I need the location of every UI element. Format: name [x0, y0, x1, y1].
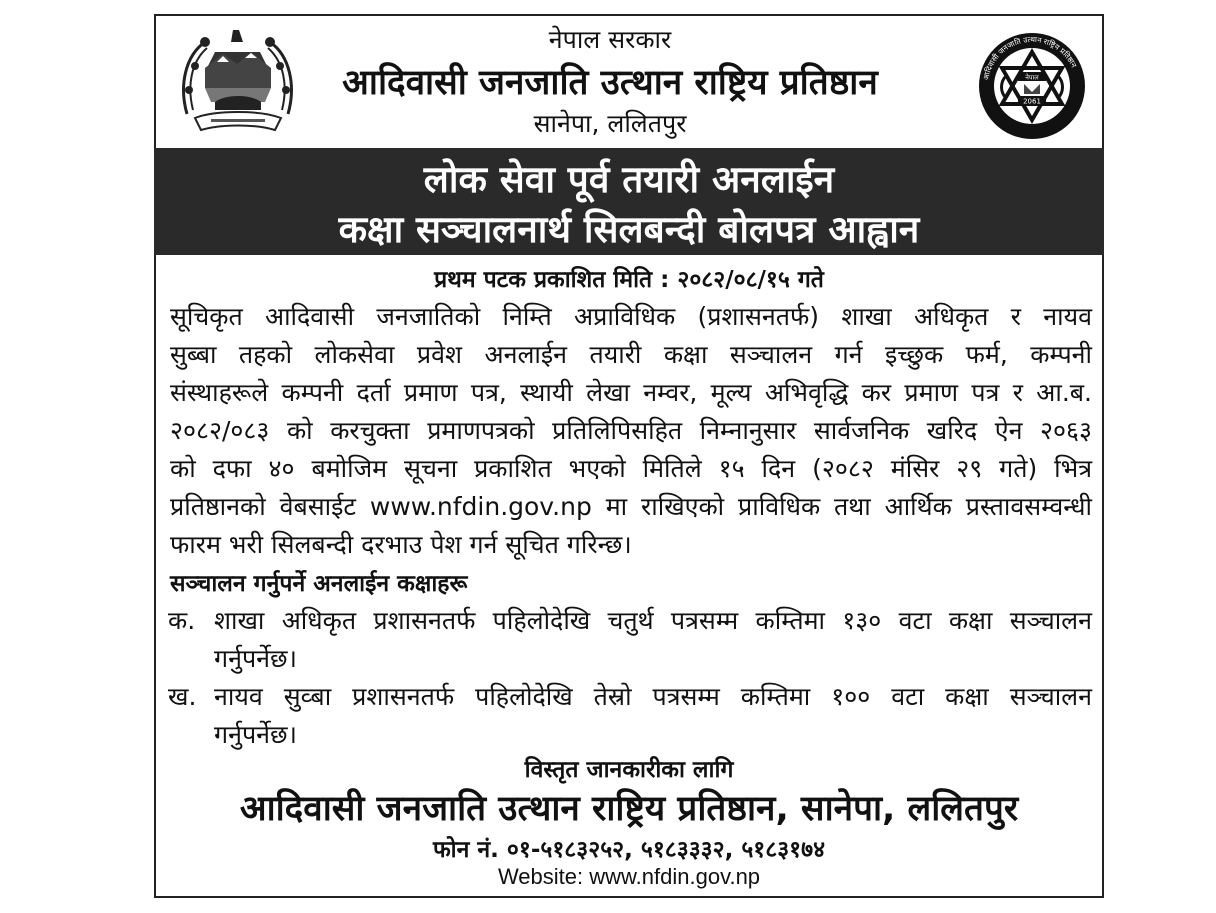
- logo-ring-text: आदिवासी जनजाति उत्थान राष्ट्रिय प्रतिष्ठान: [981, 34, 1079, 81]
- organization-location: सानेपा, ललितपुर: [533, 109, 687, 138]
- class-item-line: गर्नुपर्नेछ।: [214, 720, 298, 749]
- banner-line-2: कक्षा सञ्चालनार्थ सिलबन्दी बोलपत्र आह्वान: [338, 208, 920, 251]
- footer-organization: आदिवासी जनजाति उत्थान राष्ट्रिय प्रतिष्ठान, सानेपा, ललितपुर: [239, 789, 1019, 829]
- banner-line-1: लोक सेवा पूर्व तयारी अनलाईन: [423, 158, 835, 201]
- classes-heading: सञ्चालन गर्नुपर्ने अनलाईन कक्षाहरू: [170, 571, 468, 597]
- list-marker: क.: [168, 606, 196, 635]
- organization-name: आदिवासी जनजाति उत्थान राष्ट्रिय प्रतिष्ठान: [342, 63, 878, 103]
- body-line: संस्थाहरूले कम्पनी दर्ता प्रमाण पत्र, स्थायी लेखा नम्वर, मूल्य अभिवृद्धि कर प्रमाण पत्र र आ.ब.: [170, 378, 1092, 407]
- logo-label-bottom: 2061: [1023, 97, 1041, 106]
- body-line: फारम भरी सिलबन्दी दरभाउ पेश गर्न सूचित गरिन्छ।: [170, 530, 632, 559]
- body-line: को दफा ४० बमोजिम सूचना प्रकाशित भएको मितिले १५ दिन (२०८२ मंसिर २९ गते) भित्र: [170, 454, 1092, 483]
- class-item-line: गर्नुपर्नेछ।: [214, 644, 298, 673]
- published-date: प्रथम पटक प्रकाशित मिति : २०८२/०८/१५ गते: [434, 267, 824, 293]
- title-banner: [154, 148, 1104, 255]
- body-line: प्रतिष्ठानको वेबसाईट www.nfdin.gov.np मा राखिएको प्राविधिक तथा आर्थिक प्रस्तावसम्वन्धी: [170, 492, 1092, 521]
- nepal-emblem-icon: [175, 26, 300, 141]
- class-item-line: शाखा अधिकृत प्रशासनतर्फ पहिलोदेखि चतुर्थ पत्रसम्म कम्तिमा १३० वटा कक्षा सञ्चालन: [214, 606, 1092, 635]
- list-marker: ख.: [168, 682, 197, 711]
- body-line: सूचिकृत आदिवासी जनजातिको निम्ति अप्राविधिक (प्रशासनतर्फ) शाखा अधिकृत र नायव: [170, 302, 1092, 331]
- nfdin-logo-icon: [978, 32, 1086, 140]
- body-line: २०८२/०८३ को करचुक्ता प्रमाणपत्रको प्रतिलिपिसहित निम्नानुसार सार्वजनिक खरिद ऐन २०६३: [170, 416, 1092, 445]
- phone-numbers: फोन नं. ०१-५१८३२५२, ५१८३३३२, ५१८३१७४: [432, 837, 826, 863]
- website-link[interactable]: Website: www.nfdin.gov.np: [497, 864, 761, 889]
- class-item-line: नायव सुव्बा प्रशासनतर्फ पहिलोदेखि तेस्रो पत्रसम्म कम्तिमा १०० वटा कक्षा सञ्चालन: [214, 682, 1092, 711]
- body-line: सुब्बा तहको लोकसेवा प्रवेश अनलाईन तयारी कक्षा सञ्चालन गर्न इच्छुक फर्म, कम्पनी: [170, 340, 1092, 369]
- government-name: नेपाल सरकार: [548, 25, 672, 54]
- more-info-label: विस्तृत जानकारीका लागि: [524, 757, 734, 783]
- logo-label-top: नेपाल: [1025, 73, 1039, 82]
